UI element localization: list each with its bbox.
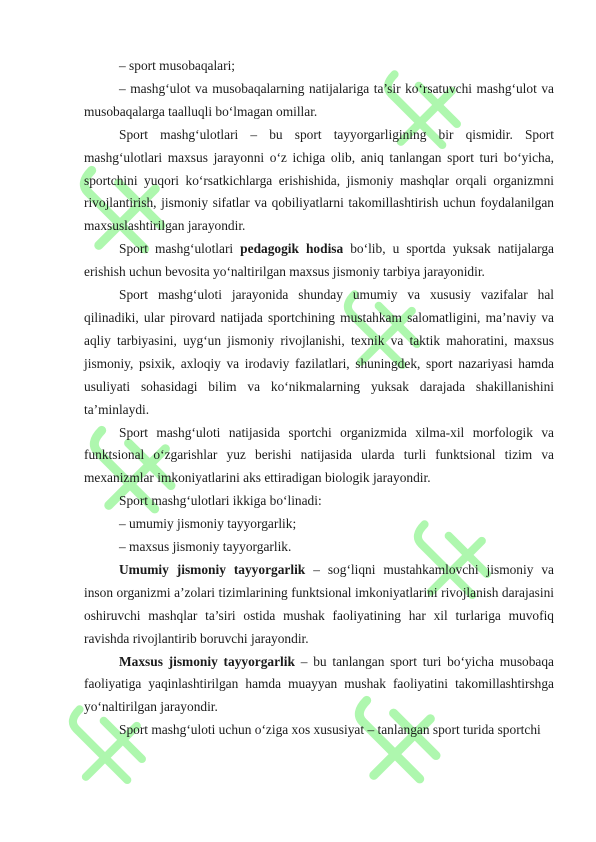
paragraph [84,284,554,421]
paragraph [84,536,554,559]
text-run: – sog‘liqni mustahkamlovchi jismoniy va inson organizmi a’zolari tizimlarining funktsional imkoniyatlarini rivojlanish darajasini oshiruvchi mashqlar ta’siri ostida mushak faoliyatining har xil turlariga muvofiq ravishda rivojlantirib boruvchi jarayondir. [84,561,555,646]
text-run: bo‘lib, u sportda yuksak natijalarga erishish uchun bevosita yo‘naltirilgan maxsus jismoniy tarbiya jarayonidir. [84,241,554,280]
paragraph [84,78,554,124]
text-run: – mashg‘ulot va musobaqalarning natijalariga ta’sir ko‘rsatuvchi mashg‘ulot va musobaqalarga taalluqli bo‘lmagan omillar. [84,80,554,119]
paragraph [84,124,554,239]
paragraph [84,513,554,536]
paragraph [84,651,554,720]
paragraph [84,490,554,513]
text-run: – maxsus jismoniy tayyorgarlik. [119,539,292,555]
bold-term: pedagogik hodisa [240,241,344,257]
text-run: Sport mashg‘ulotlari – bu sport tayyorgarligining bir qismidir. Sport mashg‘ulotlari maxsus jarayonni o‘z ichiga olib, aniq tanlangan sport turi bo‘yicha, sportchini yuqori ko‘rsatkichlarga erishishida, jismoniy mashqlar orqali organizmni rivojlantirish, jismoniy sifatlar va qobiliyatlarni takomillashtirish uchun foydalanilgan maxsuslashtirilgan jarayondir. [84,126,554,234]
bold-term: Umumiy jismoniy tayyorgarlik [119,561,306,577]
paragraph [84,422,554,491]
text-run: – umumiy jismoniy tayyorgarlik; [119,516,297,532]
text-run: – sport musobaqalari; [119,58,236,73]
text-run: Sport mashg‘uloti jarayonida shunday umumiy va xususiy vazifalar hal qilinadiki, ular pirovard natijada sportchining mustahkam salomatligini, ma’naviy va aqliy tarbiyasini, uyg‘un jismoniy rivojlanishi, texnik va taktik mahoratini, maxsus jismoniy, psixik, axloqiy va irodaviy fazilatlari, shuningdek, sport nazariyasi hamda usuliyati sohasidagi bilim va ko‘nikmalarning yuksak darajada shakillanishini ta’minlaydi. [84,287,554,417]
paragraph [84,55,554,78]
text-run: Sport mashg‘ulotlari ikkiga bo‘linadi: [119,493,322,509]
text-run: Sport mashg‘uloti natijasida sportchi organizmida xilma-xil morfologik va funktsional o‘zgarishlar yuz berishi natijasida ularda turli funktsional tizim va mexanizmlar imkoniyatlarini aks ettiradigan biologik jarayondir. [84,424,554,486]
paragraph [84,238,554,284]
text-run: Sport mashg‘uloti uchun o‘ziga xos xususiyat – tanlangan sport turida sportchi [119,722,541,738]
document-body [84,55,554,742]
paragraph [84,559,554,651]
text-run: – bu tanlangan sport turi bo‘yicha musobaqa faoliyatiga yaqinlashtirilgan hamda muayyan mushak faoliyatini takomillashtirshga yo‘naltirilgan jarayondir. [84,653,554,715]
text-run: Sport mashg‘ulotlari [119,241,241,257]
bold-term: Maxsus jismoniy tayyorgarlik [119,653,295,669]
paragraph [84,719,554,742]
